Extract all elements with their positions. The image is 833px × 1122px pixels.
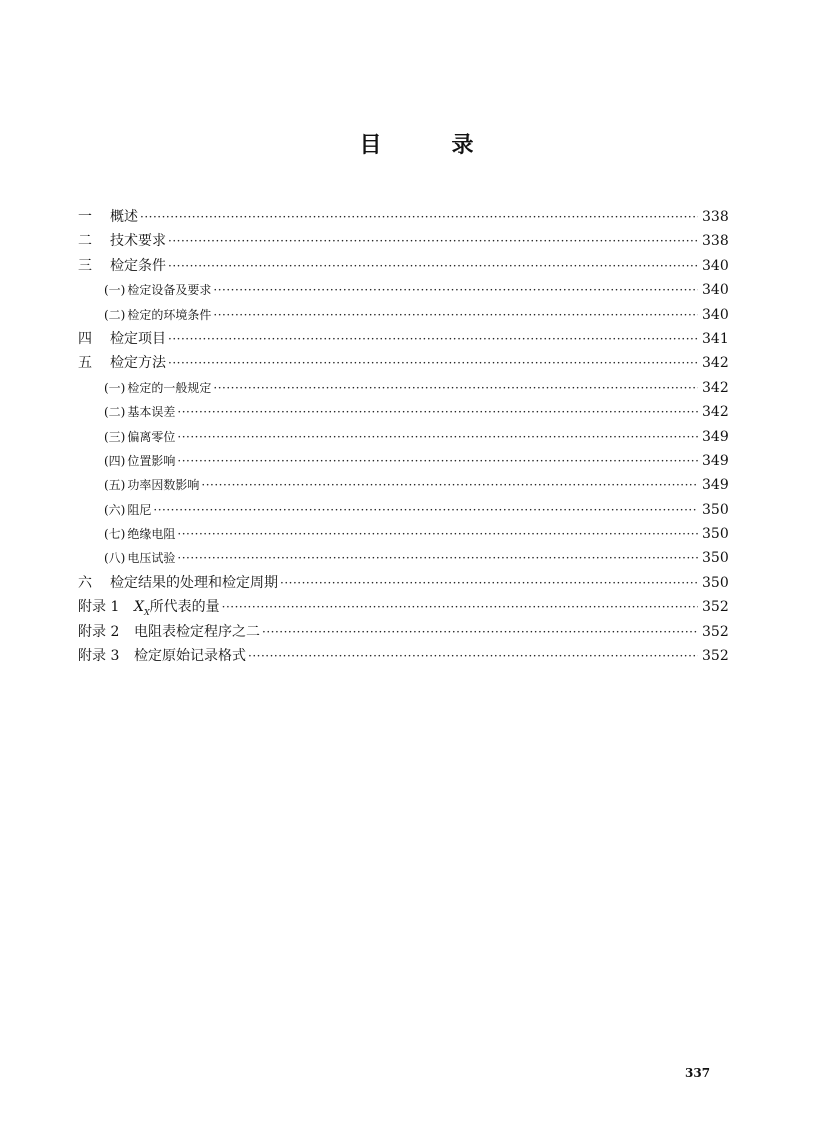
toc-leader-dots <box>201 473 698 497</box>
toc-leader-dots <box>213 278 698 302</box>
toc-leader-dots <box>213 376 698 400</box>
page-number: 337 <box>685 1066 711 1080</box>
toc-entry-page: 350 <box>702 574 729 591</box>
toc-leader-dots <box>213 303 698 327</box>
toc-entry-label: 阻尼 <box>127 502 152 517</box>
toc-entry-page: 350 <box>702 501 729 518</box>
toc-entry-variable <box>134 599 150 618</box>
toc-entry-number: 三 <box>78 257 92 274</box>
toc-leader-dots <box>177 400 698 424</box>
toc-leader-dots <box>168 254 698 278</box>
toc-entry <box>78 205 728 229</box>
toc-entry-number: (八) <box>104 551 126 566</box>
toc-entry-page: 352 <box>702 623 729 640</box>
toc-leader-dots <box>248 644 698 668</box>
toc-entry-label: 功率因数影响 <box>127 478 200 493</box>
toc-entry-number: 附录 2 <box>78 623 120 640</box>
toc-entry-number: 六 <box>78 574 92 591</box>
toc-entry <box>78 595 728 619</box>
toc-entry-number: (三) <box>104 429 126 444</box>
toc-entry-label: 绝缘电阻 <box>127 527 176 542</box>
toc-leader-dots <box>262 620 698 644</box>
toc-entry-number: (二) <box>104 307 126 322</box>
toc-entry-label: 检定原始记录格式 <box>134 648 246 665</box>
toc-entry-page: 349 <box>702 477 729 494</box>
toc-entry <box>78 425 728 449</box>
toc-entry-number: (五) <box>104 478 126 493</box>
toc-entry-label: 基本误差 <box>127 405 176 420</box>
toc-entry-number: (七) <box>104 527 126 542</box>
toc-entry <box>78 449 728 473</box>
toc-entry-number: 附录 3 <box>78 648 120 665</box>
toc-entry-label: 概述 <box>110 209 138 225</box>
toc-entry-page: 338 <box>702 233 729 250</box>
toc-entry-number: (六) <box>104 502 126 517</box>
toc-entry-page: 349 <box>702 452 729 469</box>
toc-entry-number: (一) <box>104 283 126 298</box>
variable-symbol: X <box>134 599 144 616</box>
toc-entry <box>78 376 728 400</box>
toc-entry-number: 附录 1 <box>78 599 120 616</box>
toc-entry-page: 349 <box>702 428 729 445</box>
toc-entry-page: 352 <box>702 648 729 665</box>
toc-entry-label: 检定条件 <box>110 257 166 274</box>
toc-entry-page: 342 <box>702 355 729 372</box>
toc-entry <box>78 254 728 278</box>
toc-entry-label: 技术要求 <box>110 233 166 250</box>
toc-entry-number: 一 <box>78 209 92 225</box>
toc-entry-page: 338 <box>702 209 729 225</box>
toc-entry <box>78 571 728 595</box>
toc-entry-page: 341 <box>702 330 729 347</box>
toc-entry-page: 350 <box>702 550 729 567</box>
toc-leader-dots <box>140 205 698 229</box>
toc-entry-page: 340 <box>702 306 729 323</box>
toc-leader-dots <box>280 571 698 595</box>
toc-leader-dots <box>177 425 698 449</box>
toc-entry-number: 二 <box>78 233 92 250</box>
toc-entry-label: 偏离零位 <box>127 429 176 444</box>
toc-entry-page: 342 <box>702 379 729 396</box>
toc-entry-number: (一) <box>104 380 126 395</box>
toc-entry-label: 检定的环境条件 <box>127 307 212 322</box>
title-char-1: 目 <box>359 133 382 158</box>
toc-leader-dots <box>168 351 698 375</box>
toc-entry <box>78 473 728 497</box>
toc-leader-dots <box>153 498 698 522</box>
toc-entry-number: 四 <box>78 330 92 347</box>
toc-entry-label: 检定项目 <box>110 330 166 347</box>
title-char-2: 录 <box>451 133 474 158</box>
toc-entry <box>78 498 728 522</box>
toc-entry-label: 电阻表检定程序之二 <box>134 623 260 640</box>
toc-entry-number: (二) <box>104 405 126 420</box>
toc-entry <box>78 278 728 302</box>
page-title <box>0 128 833 159</box>
toc-leader-dots <box>168 327 698 351</box>
toc-entry <box>78 522 728 546</box>
toc-entry <box>78 229 728 253</box>
toc-entry <box>78 303 728 327</box>
toc-entry-page: 352 <box>702 599 729 616</box>
toc-entry <box>78 546 728 570</box>
toc-entry-page: 342 <box>702 404 729 421</box>
toc-entry-page: 340 <box>702 257 729 274</box>
toc-entry <box>78 327 728 351</box>
toc-entry-label: 电压试验 <box>127 551 176 566</box>
toc-entry-label: 检定结果的处理和检定周期 <box>110 574 278 591</box>
toc-entry-page: 340 <box>702 282 729 299</box>
toc-entry-label: 位置影响 <box>127 453 176 468</box>
toc-leader-dots <box>177 449 698 473</box>
table-of-contents <box>78 205 728 668</box>
toc-entry <box>78 620 728 644</box>
toc-entry-label-text: 所代表的量 <box>149 599 220 616</box>
toc-leader-dots <box>177 546 698 570</box>
toc-leader-dots <box>222 595 698 619</box>
toc-entry <box>78 644 728 668</box>
variable-subscript: X <box>143 608 150 618</box>
toc-entry <box>78 351 728 375</box>
toc-leader-dots <box>168 229 698 253</box>
toc-entry-number: (四) <box>104 453 126 468</box>
toc-entry-label: 检定设备及要求 <box>127 283 212 298</box>
toc-entry-label: 检定的一般规定 <box>127 380 212 395</box>
toc-leader-dots <box>177 522 698 546</box>
toc-entry-number: 五 <box>78 355 92 372</box>
toc-entry-page: 350 <box>702 526 729 543</box>
toc-entry <box>78 400 728 424</box>
toc-entry-label: 检定方法 <box>110 355 166 372</box>
